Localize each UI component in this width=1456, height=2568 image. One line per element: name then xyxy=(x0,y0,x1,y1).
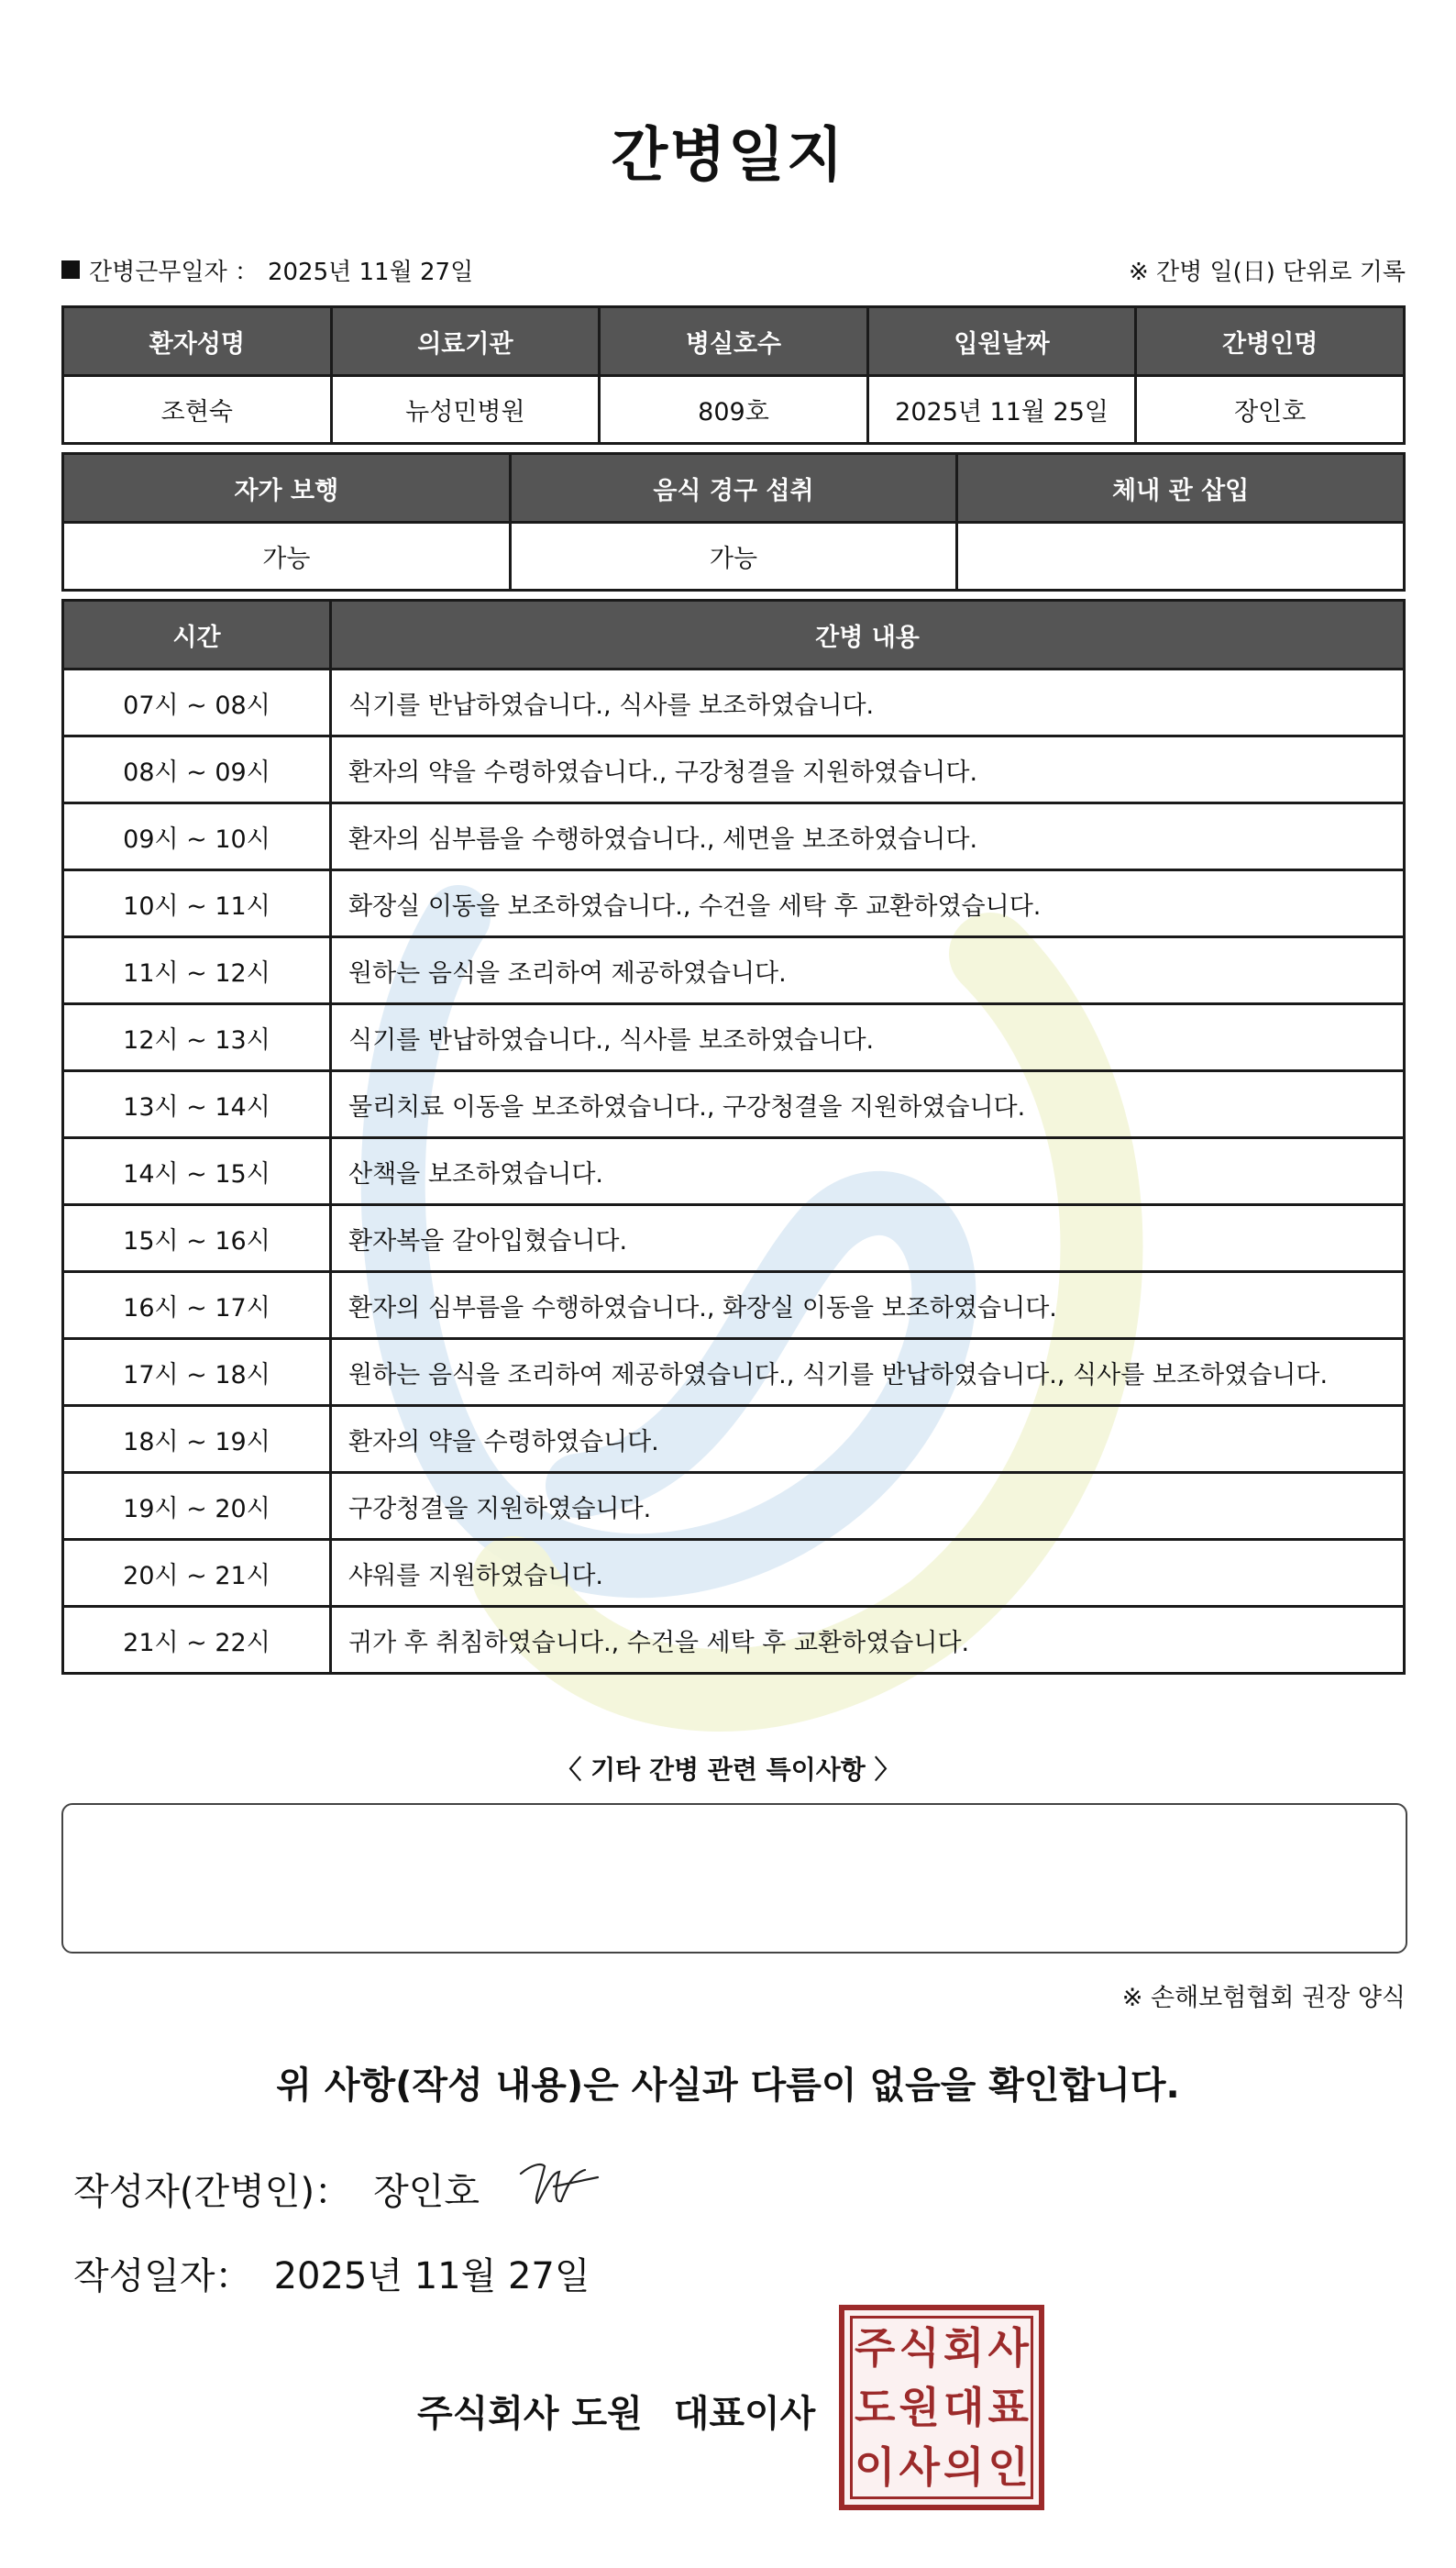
seal-character: 사 xyxy=(987,2323,1029,2374)
log-content: 식기를 반납하였습니다., 식사를 보조하였습니다. xyxy=(331,1004,1405,1071)
confirmation-statement: 위 사항(작성 내용)은 사실과 다름이 없음을 확인합니다. xyxy=(276,2064,1180,2107)
log-row xyxy=(63,1540,1405,1607)
patient-status-table xyxy=(61,452,1406,592)
log-time: 17시 ~ 18시 xyxy=(63,1339,331,1406)
work-date-value: 2025년 11월 27일 xyxy=(267,258,474,286)
header-oral-intake: 음식 경구 섭취 xyxy=(510,454,957,523)
signer-name: 장인호 xyxy=(373,2171,480,2213)
log-time: 12시 ~ 13시 xyxy=(63,1004,331,1071)
company-name: 주식회사 도원 xyxy=(417,2393,643,2435)
notes-title: 〈 기타 간병 관련 특이사항 〉 xyxy=(556,1754,900,1785)
seal-character: 식 xyxy=(899,2323,940,2374)
log-row xyxy=(63,670,1405,736)
header-room: 병실호수 xyxy=(600,307,868,376)
handwritten-signature xyxy=(513,2146,605,2219)
company-seal xyxy=(839,2305,1044,2510)
header-care-content: 간병 내용 xyxy=(331,601,1405,670)
log-content: 식기를 반납하였습니다., 식사를 보조하였습니다. xyxy=(331,670,1405,736)
square-bullet-icon xyxy=(61,260,80,279)
log-time: 10시 ~ 11시 xyxy=(63,870,331,937)
header-hospital: 의료기관 xyxy=(331,307,600,376)
log-row xyxy=(63,1004,1405,1071)
log-time: 20시 ~ 21시 xyxy=(63,1540,331,1607)
signer-label: 작성자(간병인)： xyxy=(73,2171,352,2213)
log-content: 원하는 음식을 조리하여 제공하였습니다. xyxy=(331,937,1405,1004)
seal-character: 인 xyxy=(987,2441,1029,2492)
log-time: 18시 ~ 19시 xyxy=(63,1406,331,1473)
log-time: 19시 ~ 20시 xyxy=(63,1473,331,1540)
log-content: 귀가 후 취침하였습니다., 수건을 세탁 후 교환하였습니다. xyxy=(331,1607,1405,1674)
company-line xyxy=(417,2385,815,2437)
seal-characters xyxy=(850,2316,1033,2499)
seal-character: 사 xyxy=(899,2441,940,2492)
log-time: 09시 ~ 10시 xyxy=(63,803,331,870)
log-content: 환자의 약을 수령하였습니다., 구강청결을 지원하였습니다. xyxy=(331,736,1405,803)
log-content: 환자의 심부름을 수행하였습니다., 화장실 이동을 보조하였습니다. xyxy=(331,1272,1405,1339)
log-content: 화장실 이동을 보조하였습니다., 수건을 세탁 후 교환하였습니다. xyxy=(331,870,1405,937)
log-time: 11시 ~ 12시 xyxy=(63,937,331,1004)
seal-character: 도 xyxy=(855,2382,896,2432)
seal-character: 주 xyxy=(855,2323,896,2374)
log-row xyxy=(63,1205,1405,1272)
form-footnote: ※ 손해보험협회 권장 양식 xyxy=(1121,1984,1406,2012)
header-time: 시간 xyxy=(63,601,331,670)
patient-name: 조현숙 xyxy=(63,376,332,444)
log-row xyxy=(63,1406,1405,1473)
log-time: 16시 ~ 17시 xyxy=(63,1272,331,1339)
seal-character: 표 xyxy=(987,2382,1029,2432)
log-row xyxy=(63,937,1405,1004)
log-row xyxy=(63,1339,1405,1406)
header-caregiver-name: 간병인명 xyxy=(1136,307,1405,376)
room-number: 809호 xyxy=(600,376,868,444)
admission-date: 2025년 11월 25일 xyxy=(867,376,1136,444)
work-date-label: 간병근무일자 ： xyxy=(89,258,259,286)
written-date-value: 2025년 11월 27일 xyxy=(273,2255,590,2297)
header-tube-insertion: 체내 관 삽입 xyxy=(957,454,1405,523)
care-log-body xyxy=(63,670,1405,1674)
log-row xyxy=(63,803,1405,870)
log-row xyxy=(63,1473,1405,1540)
seal-character: 원 xyxy=(899,2382,940,2432)
log-time: 13시 ~ 14시 xyxy=(63,1071,331,1138)
log-row xyxy=(63,736,1405,803)
log-row xyxy=(63,870,1405,937)
patient-info-table xyxy=(61,305,1406,445)
log-content: 환자의 심부름을 수행하였습니다., 세면을 보조하였습니다. xyxy=(331,803,1405,870)
seal-character: 대 xyxy=(943,2382,985,2432)
unit-note: ※ 간병 일(日) 단위로 기록 xyxy=(1128,258,1406,286)
log-time: 14시 ~ 15시 xyxy=(63,1138,331,1205)
log-row xyxy=(63,1272,1405,1339)
log-time: 21시 ~ 22시 xyxy=(63,1607,331,1674)
written-date-row xyxy=(73,2247,590,2299)
header-patient-name: 환자성명 xyxy=(63,307,332,376)
hospital-name: 뉴성민병원 xyxy=(331,376,600,444)
log-content: 원하는 음식을 조리하여 제공하였습니다., 식기를 반납하였습니다., 식사를 보조하였습니다. xyxy=(331,1339,1405,1406)
log-row xyxy=(63,1071,1405,1138)
caregiver-name: 장인호 xyxy=(1136,376,1405,444)
log-row xyxy=(63,1138,1405,1205)
seal-character: 이 xyxy=(855,2441,896,2492)
self-walking-value: 가능 xyxy=(63,523,511,591)
log-row xyxy=(63,1607,1405,1674)
log-content: 산책을 보조하였습니다. xyxy=(331,1138,1405,1205)
header-admission-date: 입원날짜 xyxy=(867,307,1136,376)
notes-box xyxy=(61,1803,1407,1954)
log-time: 07시 ~ 08시 xyxy=(63,670,331,736)
work-date xyxy=(61,253,473,287)
company-title: 대표이사 xyxy=(673,2393,816,2435)
header-self-walking: 자가 보행 xyxy=(63,454,511,523)
tube-insertion-value xyxy=(957,523,1405,591)
log-content: 물리치료 이동을 보조하였습니다., 구강청결을 지원하였습니다. xyxy=(331,1071,1405,1138)
seal-character: 회 xyxy=(943,2323,985,2374)
log-content: 샤워를 지원하였습니다. xyxy=(331,1540,1405,1607)
log-time: 15시 ~ 16시 xyxy=(63,1205,331,1272)
meta-row xyxy=(61,249,1406,290)
signer-row xyxy=(73,2163,480,2215)
seal-character: 의 xyxy=(943,2441,985,2492)
log-content: 환자의 약을 수령하였습니다. xyxy=(331,1406,1405,1473)
care-log-table xyxy=(61,599,1406,1675)
page-title: 간병일지 xyxy=(611,122,845,190)
log-content: 구강청결을 지원하였습니다. xyxy=(331,1473,1405,1540)
oral-intake-value: 가능 xyxy=(510,523,957,591)
log-content: 환자복을 갈아입혔습니다. xyxy=(331,1205,1405,1272)
written-date-label: 작성일자： xyxy=(73,2255,252,2297)
log-time: 08시 ~ 09시 xyxy=(63,736,331,803)
